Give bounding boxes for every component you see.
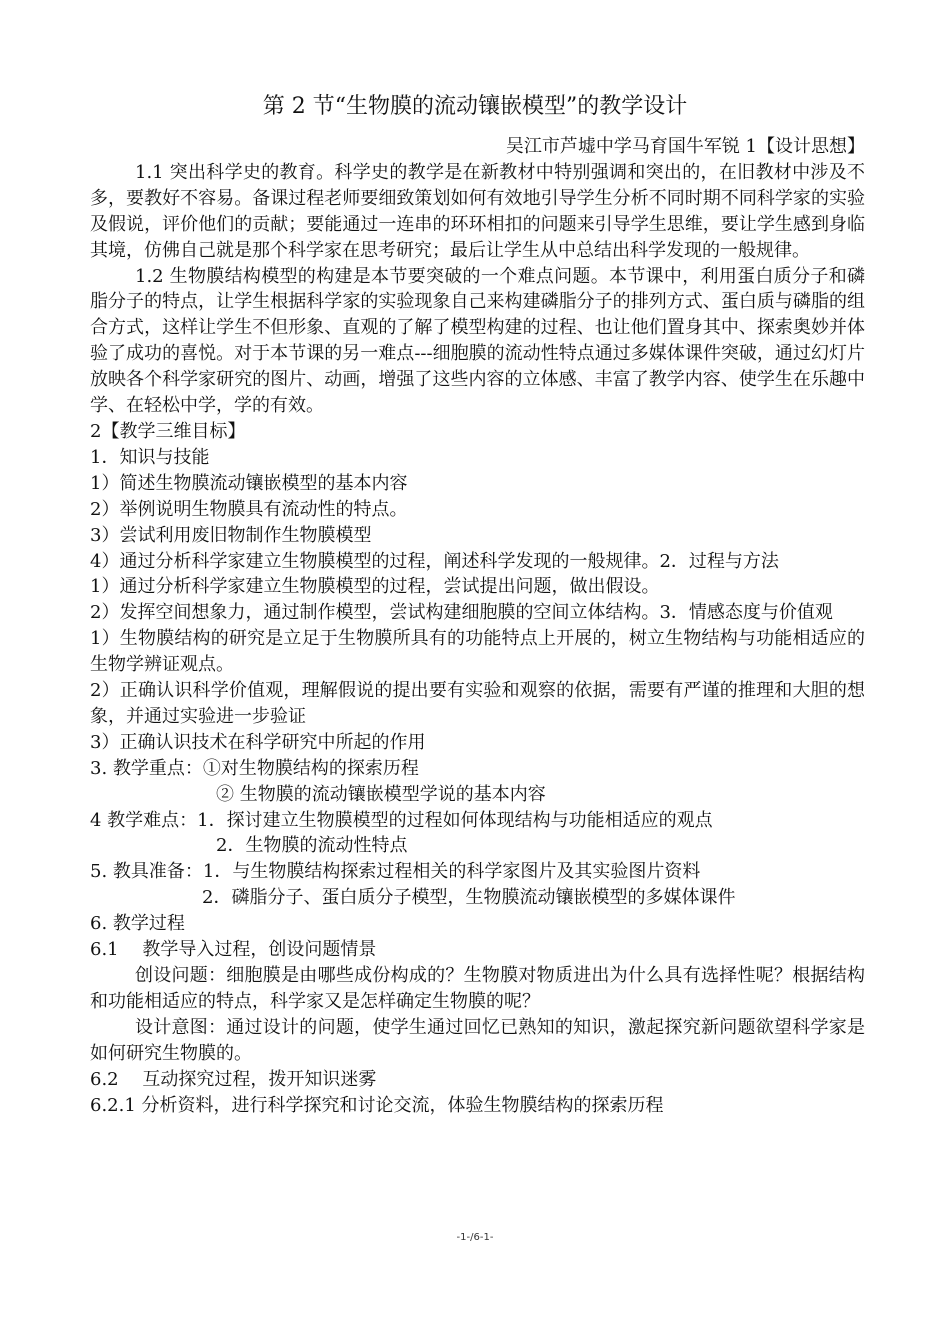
- emotion-item-3: 3）正确认识技术在科学研究中所起的作用: [90, 731, 426, 753]
- page-number: -1-/6-1-: [456, 1232, 494, 1243]
- emotion-item-1: 1）生物膜结构的研究是立足于生物膜所具有的功能特点上开展的，树立生物结构与功能相适应的生物学辨证观点。: [90, 628, 865, 676]
- section-6-1-intent: 设计意图：通过设计的问题，使学生通过回忆已熟知的知识，激起探究新问题欲望科学家是如何研究生物膜的。: [90, 1016, 865, 1064]
- tools-line-2: 2．磷脂分子、蛋白质分子模型，生物膜流动镶嵌模型的多媒体课件: [202, 887, 736, 909]
- difficulties-line-1: 4 教学难点：1．探讨建立生物膜模型的过程如何体现结构与功能相适应的观点: [90, 809, 713, 831]
- paragraph-design-2: 1.2 生物膜结构模型的构建是本节要突破的一个难点问题。本节课中，利用蛋白质分子和磷脂分子的特点，让学生根据科学家的实验现象自己来构建磷脂分子的排列方式、蛋白质与磷脂的组合方式，这样让学生不但形象、直观的了解了模型构建的过程、也让他们置身其中、探索奥妙并体验了成功的喜悦。对于本节课的另一难点---细胞膜的流动性特点通过多媒体课件突破，通过幻灯片放映各个科学家研究的图片、动画，增强了这些内容的立体感、丰富了教学内容、使学生在乐趣中学、在轻松中学，学的有效。: [90, 265, 865, 417]
- process-heading: 6. 教学过程: [90, 913, 185, 935]
- knowledge-heading: 1．知识与技能: [90, 446, 210, 468]
- section-6-1-question: 创设问题：细胞膜是由哪些成份构成的？生物膜对物质进出为什么具有选择性呢？根据结构和功能相适应的特点，科学家又是怎样确定生物膜的呢？: [90, 965, 865, 1012]
- knowledge-item-2: 2）举例说明生物膜具有流动性的特点。: [90, 498, 408, 520]
- paragraph-design-1: 1.1 突出科学史的教育。科学史的教学是在新教材中特别强调和突出的，在旧教材中涉及不多，要教好不容易。备课过程老师要细致策划如何有效地引导学生分析不同时期不同科学家的实验及假说，评价他们的贡献；要能通过一连串的环环相扣的问题来引导学生思维，要让学生感到身临其境，仿佛自己就是那个科学家在思考研究；最后让学生从中总结出科学发现的一般规律。: [90, 161, 865, 261]
- document-title: 第 2 节“生物膜的流动镶嵌模型”的教学设计: [262, 94, 688, 119]
- section-6-2-heading: 6.2 互动探究过程，拨开知识迷雾: [90, 1068, 377, 1090]
- tools-line-1: 5. 教具准备：1．与生物膜结构探索过程相关的科学家图片及其实验图片资料: [90, 861, 701, 883]
- document-body: [90, 134, 865, 1118]
- difficulties-line-2: 2．生物膜的流动性特点: [216, 835, 408, 857]
- knowledge-item-3: 3）尝试利用废旧物制作生物膜模型: [90, 524, 372, 546]
- key-points-line-2: ② 生物膜的流动镶嵌模型学说的基本内容: [216, 783, 546, 805]
- section-6-2-1-heading: 6.2.1 分析资料，进行科学探究和讨论交流，体验生物膜结构的探索历程: [90, 1094, 664, 1116]
- goals-heading: 2【教学三维目标】: [90, 420, 246, 442]
- process-item-1: 1）通过分析科学家建立生物膜模型的过程，尝试提出问题，做出假设。: [90, 576, 660, 598]
- key-points-line-1: 3. 教学重点：①对生物膜结构的探索历程: [90, 757, 419, 779]
- section-6-1-heading: 6.1 教学导入过程，创设问题情景: [90, 939, 377, 961]
- process-item-2: 2）发挥空间想象力，通过制作模型，尝试构建细胞膜的空间立体结构。3．情感态度与价值观: [90, 602, 833, 624]
- knowledge-item-4: 4）通过分析科学家建立生物膜模型的过程，阐述科学发现的一般规律。2．过程与方法: [90, 550, 779, 572]
- knowledge-item-1: 1）简述生物膜流动镶嵌模型的基本内容: [90, 472, 408, 494]
- emotion-item-2: 2）正确认识科学价值观，理解假说的提出要有实验和观察的依据，需要有严谨的推理和大胆的想象，并通过实验进一步验证: [90, 680, 865, 727]
- author-line: 吴江市芦墟中学马育国牛军锐 1【设计思想】: [505, 136, 865, 157]
